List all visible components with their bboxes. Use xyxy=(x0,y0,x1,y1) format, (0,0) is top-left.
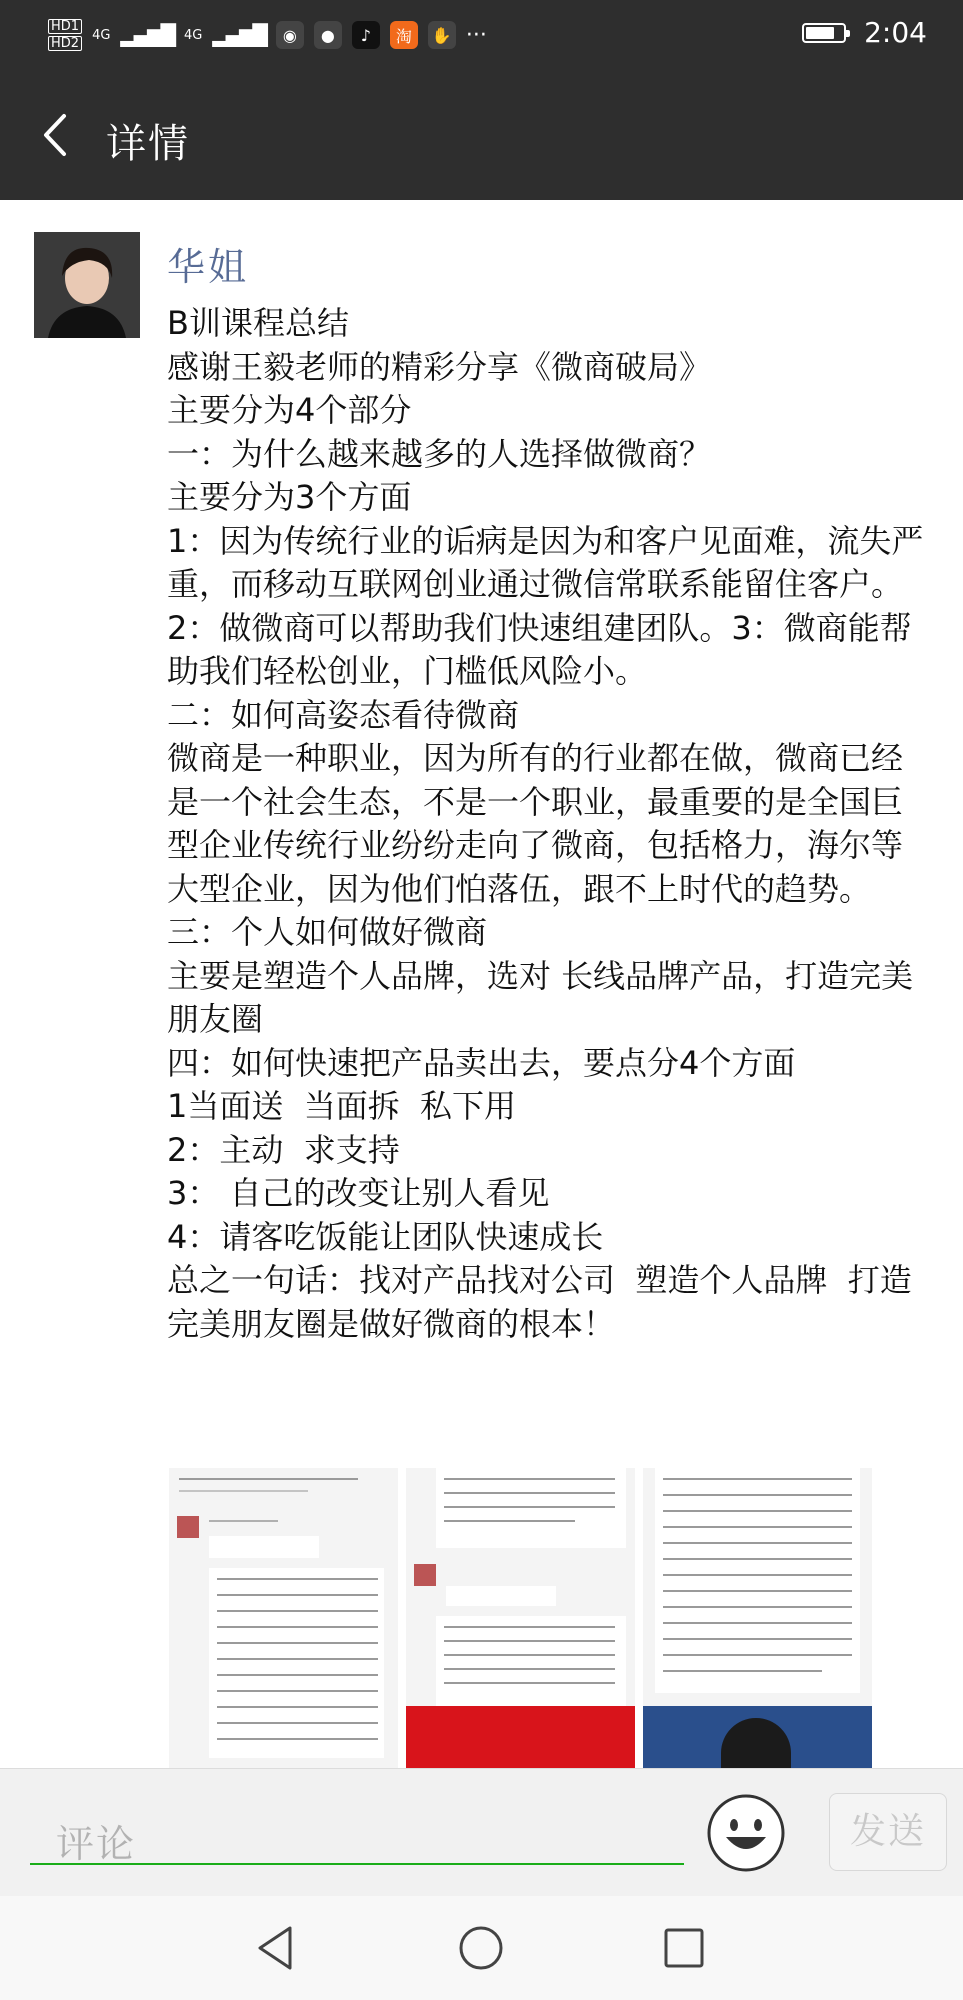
clock: 2:04 xyxy=(864,16,927,49)
send-label: 发送 xyxy=(849,1811,926,1852)
status-icons-right xyxy=(802,16,927,49)
author-avatar[interactable] xyxy=(34,232,140,338)
author-name-link[interactable]: 华姐 xyxy=(167,245,250,289)
back-arrow-icon xyxy=(34,110,84,160)
hd2-badge: HD2 xyxy=(48,36,82,51)
avatar-portrait-icon xyxy=(34,232,140,338)
nav-back-icon xyxy=(250,1922,302,1974)
back-button[interactable] xyxy=(34,110,84,160)
system-nav-bar xyxy=(0,1896,963,2000)
status-bar xyxy=(0,0,963,70)
signal-2-icon: ▂▄▆█ xyxy=(212,23,266,47)
smiley-icon xyxy=(706,1793,786,1873)
page-title: 详情 xyxy=(106,121,190,167)
nav-home-icon xyxy=(455,1922,507,1974)
nav-back-button[interactable] xyxy=(250,1922,302,1974)
tiktok-icon: ♪ xyxy=(352,21,380,49)
comment-bar xyxy=(0,1768,963,1897)
post-text: B训课程总结 感谢王毅老师的精彩分享《微商破局》 主要分为4个部分 一：为什么越来越多的人选择做微商？ 主要分为3个方面 1：因为传统行业的诟病是因为和客户见面难，流失严重，而移动互联网创业通过微信常联系能留住客户。2：做微商可以帮助我们快速组建团队。3：微商能帮助我们轻松创业，门槛低风险小。 二：如何高姿态看待微商 微商是一种职业，因为所有的行业都在做，微商已经是一个社会生态，不是一个职业，最重要的是全国巨型企业传统行业纷纷走向了微商，包括格力，海尔等大型企业，因为他们怕落伍，跟不上时代的趋势。 三：个人如何做好微商 主要是塑造个人品牌，选对 长线品牌产品，打造完美朋友圈 四：如何快速把产品卖出去，要点分4个方面 1当面送 当面拆 私下用 2：主动 求支持 3： 自己的改变让别人看见 4：请客吃饭能让团队快速成长 总之一句话：找对产品找对公司 塑造个人品牌 打造完美朋友圈是做好微商的根本！ xyxy=(167,304,924,1343)
hd-indicators xyxy=(48,19,82,51)
signal-1-icon: ▂▄▆█ xyxy=(120,23,174,47)
hd1-badge: HD1 xyxy=(48,19,82,34)
nav-recents-button[interactable] xyxy=(658,1922,710,1974)
nav-home-button[interactable] xyxy=(455,1922,507,1974)
taobao-icon: 淘 xyxy=(390,21,418,49)
status-icons-left xyxy=(48,10,487,60)
send-button[interactable] xyxy=(829,1793,947,1871)
network-2-label: 4G xyxy=(183,27,203,43)
comment-input[interactable] xyxy=(30,1799,684,1865)
red-banner xyxy=(406,1706,635,1768)
wechat-icon: ◉ xyxy=(276,21,304,49)
title-bar xyxy=(0,70,963,200)
hand-icon: ✋ xyxy=(428,21,456,49)
more-notifications-icon: ··· xyxy=(465,22,487,48)
comment-placeholder: 评论 xyxy=(56,1822,137,1866)
nav-recents-icon xyxy=(658,1922,710,1974)
post-image-1[interactable] xyxy=(169,1468,398,1768)
message-icon: ● xyxy=(314,21,342,49)
emoji-button[interactable] xyxy=(706,1793,786,1873)
post-image-2[interactable] xyxy=(406,1468,635,1768)
battery-icon xyxy=(802,23,846,43)
battery-fill xyxy=(806,27,834,39)
post-image-grid xyxy=(169,1468,872,1768)
post-image-3[interactable] xyxy=(643,1468,872,1768)
network-1-label: 4G xyxy=(92,27,111,43)
